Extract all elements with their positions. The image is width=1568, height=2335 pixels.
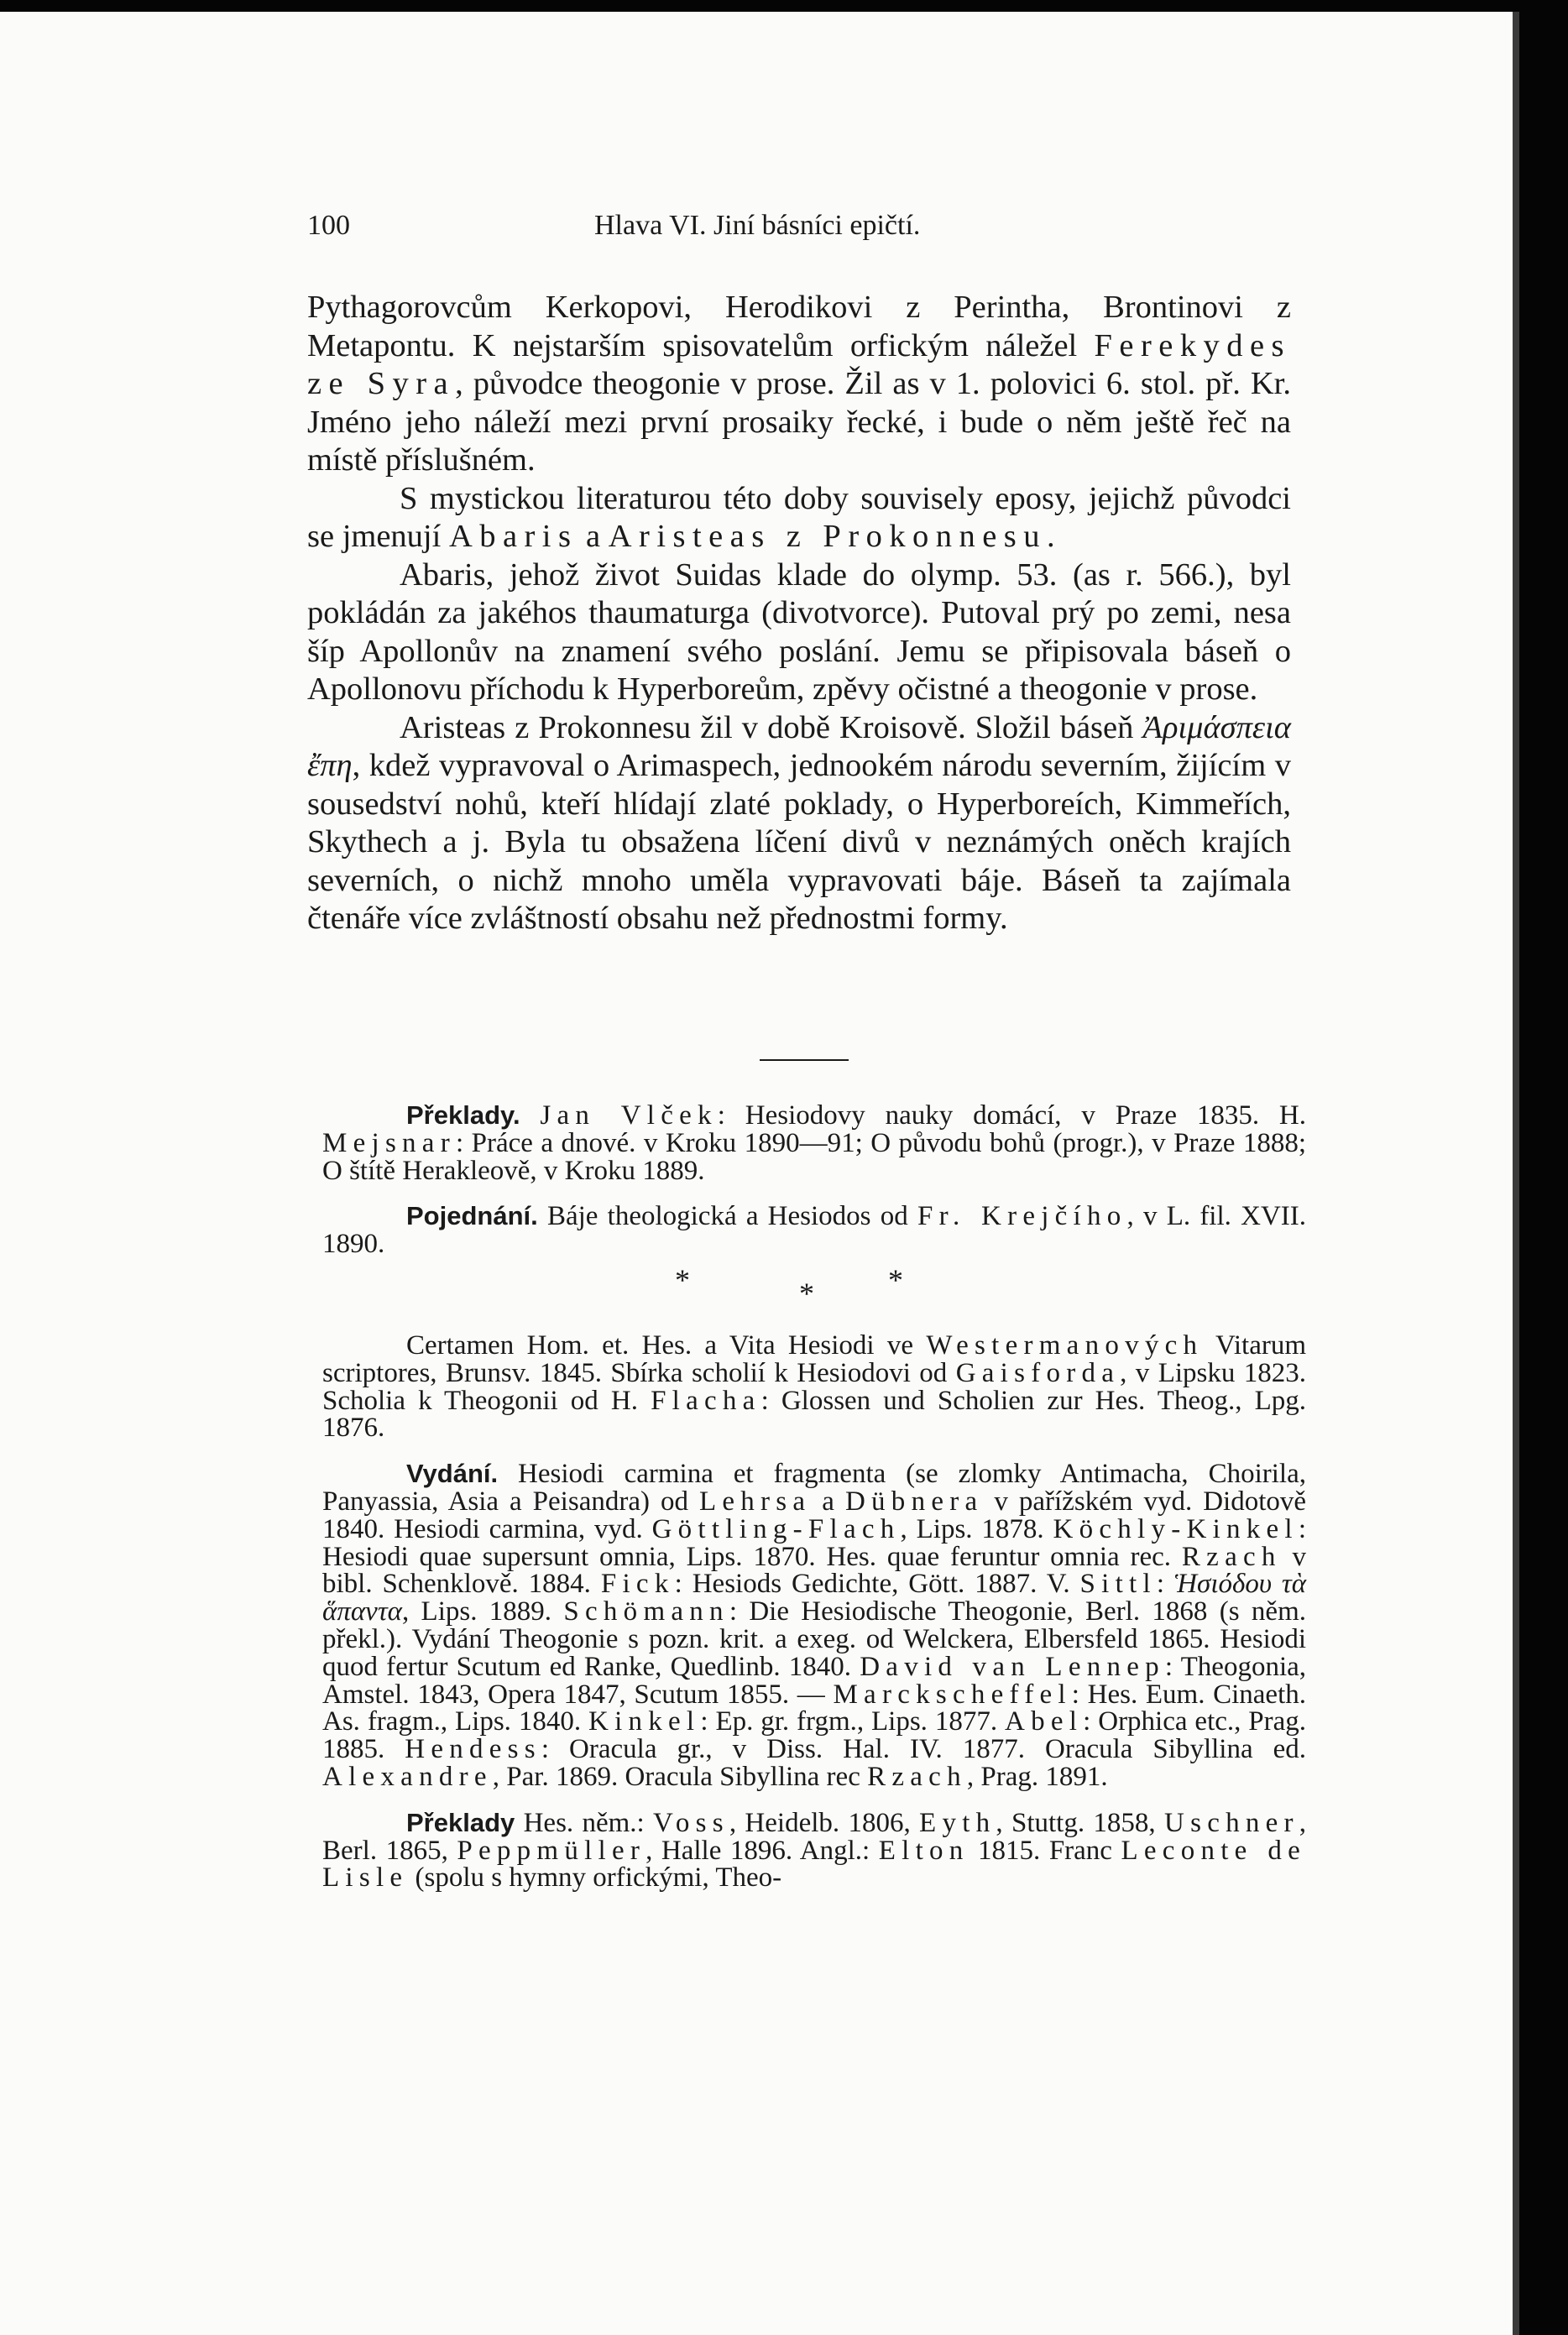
spaced-name: Aristeas z Prokonnesu [608,519,1047,554]
note-translations: Překlady. Jan Vlček: Hesiodovy nauky domácí, v Praze 1835. H. Mejsnar: Práce a dnové. v Kroku 1890—91; O původu bohů (progr.), v Praze 1888; O štítě Herakleově, v Kroku 1889. [322,1100,1306,1186]
page-header [307,210,1306,243]
bibliography-notes [322,1102,1306,1892]
note-lead: Vydání. [406,1459,499,1489]
asterisk-middle: * [799,1276,814,1310]
note-studies: Pojednání. Báje theologická a Hesiodos od Fr. Krejčího, v L. fil. XVII. 1890. [322,1201,1306,1260]
note-lead: Překlady. [406,1100,520,1130]
asterisk-left: * [675,1262,690,1297]
scan-border-right [1519,0,1568,2335]
note-translations-modern: Překlady Hes. něm.: Voss, Heidelb. 1806, Eyth, Stuttg. 1858, Uschner, Berl. 1865, Peppmüller, Halle 1896. Angl.: Elton 1815. Franc Leconte de Lisle (spolu s hymny orfickými, Theo- [322,1807,1307,1894]
asterism [322,1263,1306,1317]
paragraph-ferekydes: Pythagorovcům Kerkopovi, Herodikovi z Perintha, Brontinovi z Metapontu. K nejstarším spisovatelům orfickým náležel Ferekydes ze Syra, původce theogonie v prose. Žil as v 1. polovici 6. stol. př. Kr. Jméno jeho náleží mezi první prosaiky řecké, i bude o něm ještě řeč na místě příslušném. [307,290,1291,478]
paragraph-mystic-epics: S mystickou literaturou této doby souvisely eposy, jejichž původci se jmenují Abaris a Aristeas z Prokonnesu. [307,480,1291,554]
paragraph-abaris: Abaris, jehož život Suidas klade do olymp. 53. (as r. 566.), byl pokládán za jakéhos thaumaturga (divotvorce). Putoval prý po zemi, nesa šíp Apollonův na znamení svého poslání. Jemu se připisovala báseň o Apollonovu příchodu k Hyperboreům, zpěvy očistné a theogonie v prose. [307,556,1291,707]
scan-border-top [0,0,1568,12]
page-number: 100 [307,210,350,241]
greek-title: Ἀριμάσπεια ἔπη [307,709,1291,783]
spaced-name: Abaris [448,519,578,554]
greek-title: Ἡσιόδου τὰ ἅπαντα [322,1569,1307,1627]
paragraph-aristeas: Aristeas z Prokonnesu žil v době Kroisově. Složil báseň Ἀριμάσπεια ἔπη, kdež vypravoval o Arimaspech, jednookém národu severním, žijícím v sousedství nohů, kteří hlídají zlaté poklady, o Hyperboreích, Kimmeřích, Skythech a j. Byla tu obsažena líčení divů v neznámých oněch krajích severních, o nichž mnoho uměla vypravovati báje. Báseň ta zajímala čtenáře více zvláštností obsahu než přednostmi formy. [307,709,1291,936]
running-title: Hlava VI. Jiní básníci epičtí. [594,210,921,241]
asterisk-right: * [888,1262,903,1297]
note-lead: Překlady [406,1807,515,1837]
main-text [307,289,1291,938]
note-scholia: Certamen Hom. et. Hes. a Vita Hesiodi ve Westermanových Vitarum scriptores, Brunsv. 1845. Sbírka scholií k Hesiodovi od Gaisforda, v Lipsku 1823. Scholia k Theogonii od H. Flacha: Glossen und Scholien zur Hes. Theog., Lpg. 1876. [322,1329,1307,1444]
scan-border-shadow [1513,12,1519,2335]
note-lead: Pojednání. [406,1201,538,1231]
note-editions: Vydání. Hesiodi carmina et fragmenta (se zlomky Antimacha, Choirila, Panyassia, Asia a Peisandra) od Lehrsa a Dübnera v pařížském vyd. Didotově 1840. Hesiodi carmina, vyd. Göttling-Flach, Lips. 1878. Köchly-Kinkel: Hesiodi quae supersunt omnia, Lips. 1870. Hes. quae feruntur omnia rec. Rzach v bibl. Schenklově. 1884. Fick: Hesiods Gedichte, Gött. 1887. V. Sittl: Ἡσιόδου τὰ ἅπαντα, Lips. 1889. Schömann: Die Hesiodische Theogonie, Berl. 1868 (s něm. překl.). Vydání Theogonie s pozn. krit. a exeg. od Welckera, Elbersfeld 1865. Hesiodi quod fertur Scutum ed Ranke, Quedlinb. 1840. David van Lennep: Theogonia, Amstel. 1843, Opera 1847, Scutum 1855. — Marckscheffel: Hes. Eum. Cinaeth. As. fragm., Lips. 1840. Kinkel: Ep. gr. frgm., Lips. 1877. Abel: Orphica etc., Prag. 1885. Hendess: Oracula gr., v Diss. Hal. IV. 1877. Oracula Sibyllina ed. Alexandre, Par. 1869. Oracula Sibyllina rec Rzach, Prag. 1891. [322,1459,1307,1792]
section-divider [760,1059,849,1061]
spaced-name: Ferekydes ze Syra [307,327,1291,401]
